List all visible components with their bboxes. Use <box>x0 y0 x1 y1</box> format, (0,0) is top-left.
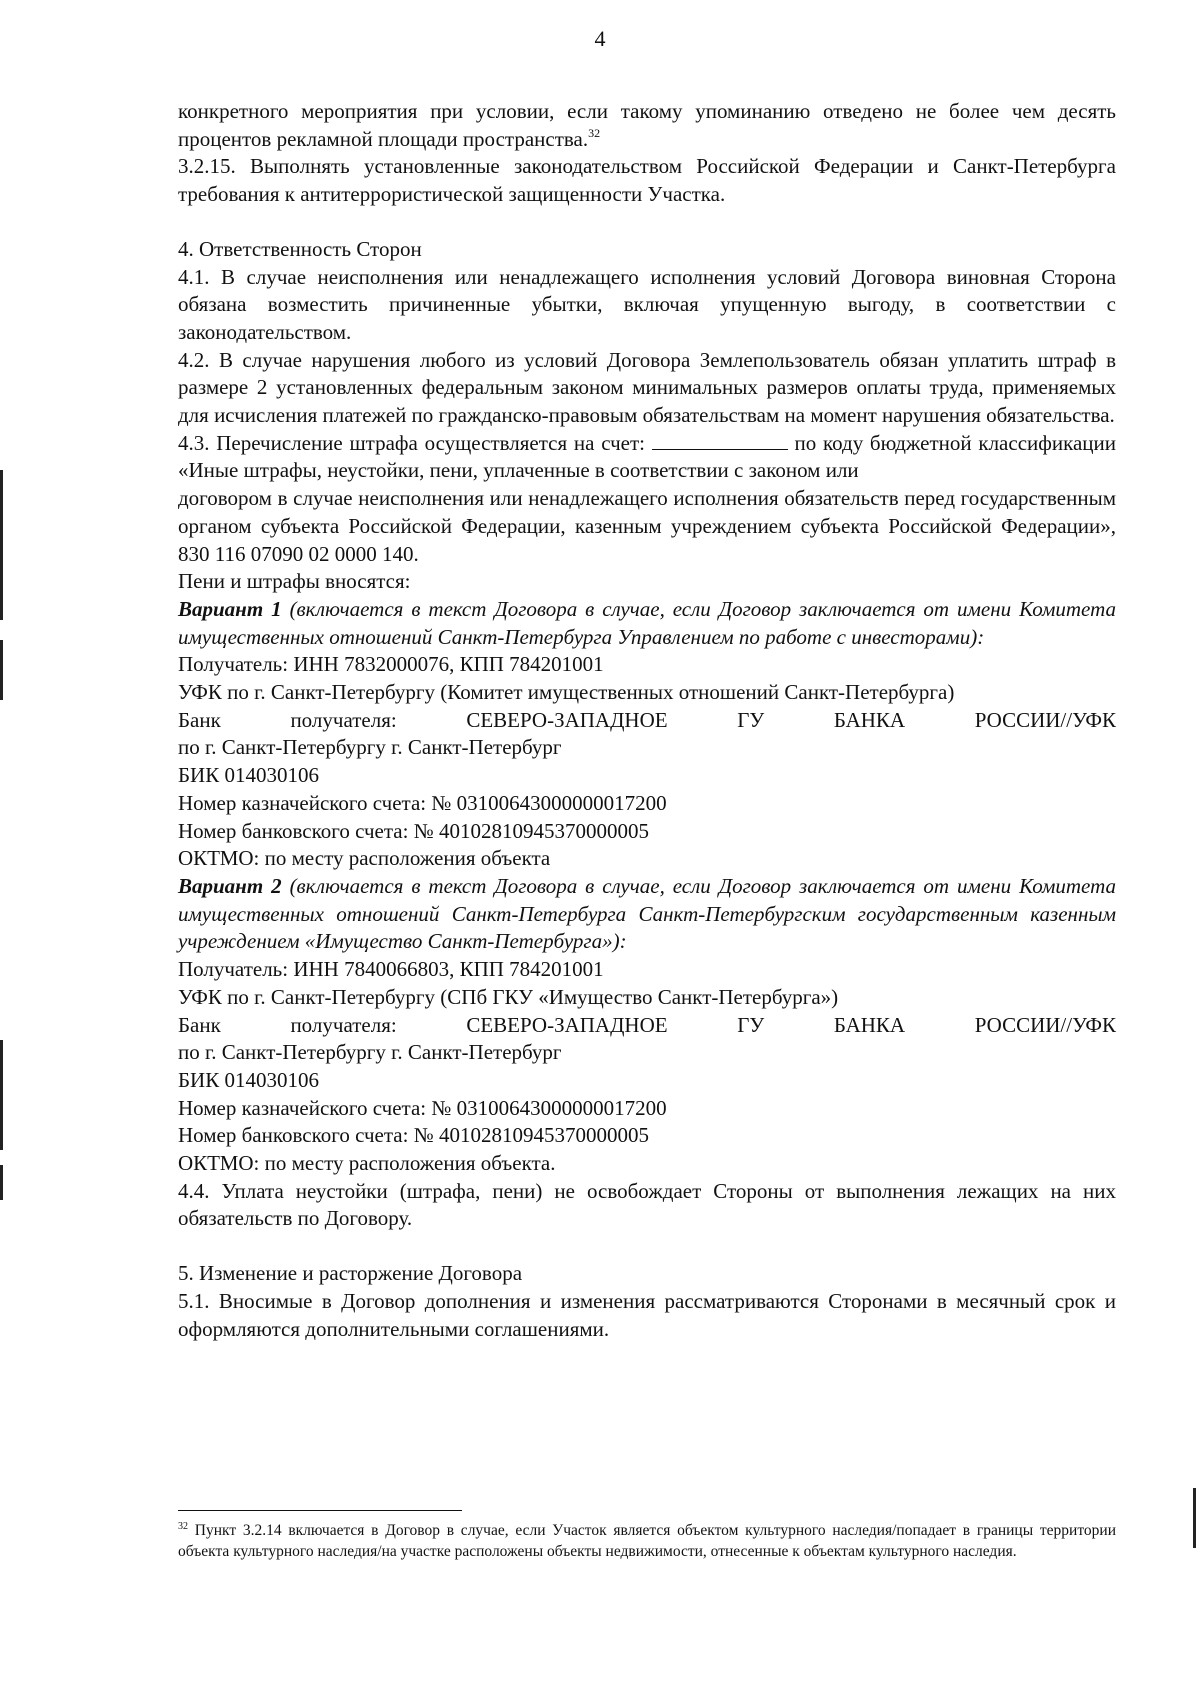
paragraph-4-3: 4.3. Перечисление штрафа осуществляется на счет: по коду бюджетной классификации «Иные штрафы, неустойки, пени, уплаченные в соответствии с законом или <box>178 430 1117 483</box>
variant-1-treasury-account: Номер казначейского счета: № 03100643000000017200 <box>178 790 667 815</box>
variant-1-bank: Банк получателя: СЕВЕРО-ЗАПАДНОЕ ГУ БАНКА РОССИИ//УФК <box>178 707 1116 732</box>
variant-1-bank-cont: по г. Санкт-Петербургу г. Санкт-Петербург <box>178 735 562 760</box>
page-number: 4 <box>594 26 606 51</box>
paragraph-4-3-continued: договором в случае неисполнения или ненадлежащего исполнения обязательств перед государственным органом субъекта Российской Федерации, казенным учреждением субъекта Российской Федерации», 830 116 07090 02 0000 140. <box>178 486 1116 566</box>
variant-2-treasury-account: Номер казначейского счета: № 03100643000000017200 <box>178 1095 667 1120</box>
paragraph-4-1: 4.1. В случае неисполнения или ненадлежащего исполнения условий Договора виновная Сторона обязана возместить причиненные убытки, включая упущенную выгоду, в соответствии с законодательством. <box>178 264 1116 344</box>
variant-1-recipient: Получатель: ИНН 7832000076, КПП 784201001 <box>178 652 604 677</box>
penalties-intro: Пени и штрафы вносятся: <box>178 569 411 594</box>
variant-2-bank-account: Номер банковского счета: № 40102810945370000005 <box>178 1123 650 1148</box>
footnote-separator <box>178 1510 462 1511</box>
paragraph-4-4: 4.4. Уплата неустойки (штрафа, пени) не освобождает Стороны от выполнения лежащих на них обязательств по Договору. <box>178 1178 1116 1231</box>
variant-2-heading: Вариант 2 (включается в текст Договора в случае, если Договор заключается от имени Комитета имущественных отношений Санкт-Петербурга Санкт-Петербургским государственным казенным учреждением «Имущество Санкт-Петербурга»): <box>178 873 1116 954</box>
scan-edge-marks <box>0 0 6 1696</box>
section-5-title: 5. Изменение и расторжение Договора <box>178 1261 523 1286</box>
footnote-marker: 32 <box>178 1521 188 1532</box>
footnote-text: Пункт 3.2.14 включается в Договор в случае, если Участок является объектом культурного наследия/попадает в границы территории объекта культурного наследия/на участке расположены объекты недвижимости, отнесенные к объектам культурного наследия. <box>178 1522 1116 1560</box>
variant-2-bank-cont: по г. Санкт-Петербургу г. Санкт-Петербург <box>178 1040 562 1065</box>
footnote-ref: 32 <box>588 125 601 140</box>
variant-2-recipient: Получатель: ИНН 7840066803, КПП 784201001 <box>178 957 604 982</box>
account-blank-line <box>652 431 788 450</box>
variant-2-bank: Банк получателя: СЕВЕРО-ЗАПАДНОЕ ГУ БАНКА РОССИИ//УФК <box>178 1012 1116 1037</box>
variant-2-ufk: УФК по г. Санкт-Петербургу (СПб ГКУ «Имущество Санкт-Петербурга») <box>178 984 839 1009</box>
section-4-title: 4. Ответственность Сторон <box>178 236 422 261</box>
variant-1-oktmo: ОКТМО: по месту расположения объекта <box>178 846 551 871</box>
scan-edge-mark-right <box>1193 1488 1196 1548</box>
paragraph-5-1: 5.1. Вносимые в Договор дополнения и изменения рассматриваются Сторонами в месячный срок и оформляются дополнительными соглашениями. <box>178 1288 1116 1341</box>
variant-1-bik: БИК 014030106 <box>178 763 319 788</box>
document-body <box>178 98 1116 1343</box>
variant-2-oktmo: ОКТМО: по месту расположения объекта. <box>178 1151 556 1176</box>
variant-2-bik: БИК 014030106 <box>178 1067 319 1092</box>
paragraph-4-2: 4.2. В случае нарушения любого из условий Договора Землепользователь обязан уплатить штраф в размере 2 установленных федеральным законом минимальных размеров оплаты труда, применяемых для исчисления платежей по гражданско-правовым обязательствам на момент нарушения обязательства. <box>178 347 1116 428</box>
variant-1-bank-account: Номер банковского счета: № 40102810945370000005 <box>178 818 650 843</box>
paragraph-3-2-15: 3.2.15. Выполнять установленные законодательством Российской Федерации и Санкт-Петербурга требования к антитеррористической защищенности Участка. <box>178 154 1116 207</box>
variant-1-heading: Вариант 1 (включается в текст Договора в случае, если Договор заключается от имени Комитета имущественных отношений Санкт-Петербурга Управлением по работе с инвесторами): <box>178 596 1116 649</box>
variant-1-ufk: УФК по г. Санкт-Петербургу (Комитет имущественных отношений Санкт-Петербурга) <box>178 680 955 705</box>
paragraph-3-2-14-tail: конкретного мероприятия при условии, если такому упоминанию отведено не более чем десять процентов рекламной площади пространства.$^{32}$ <box>178 99 1116 151</box>
footnote-32 <box>178 1520 1116 1562</box>
